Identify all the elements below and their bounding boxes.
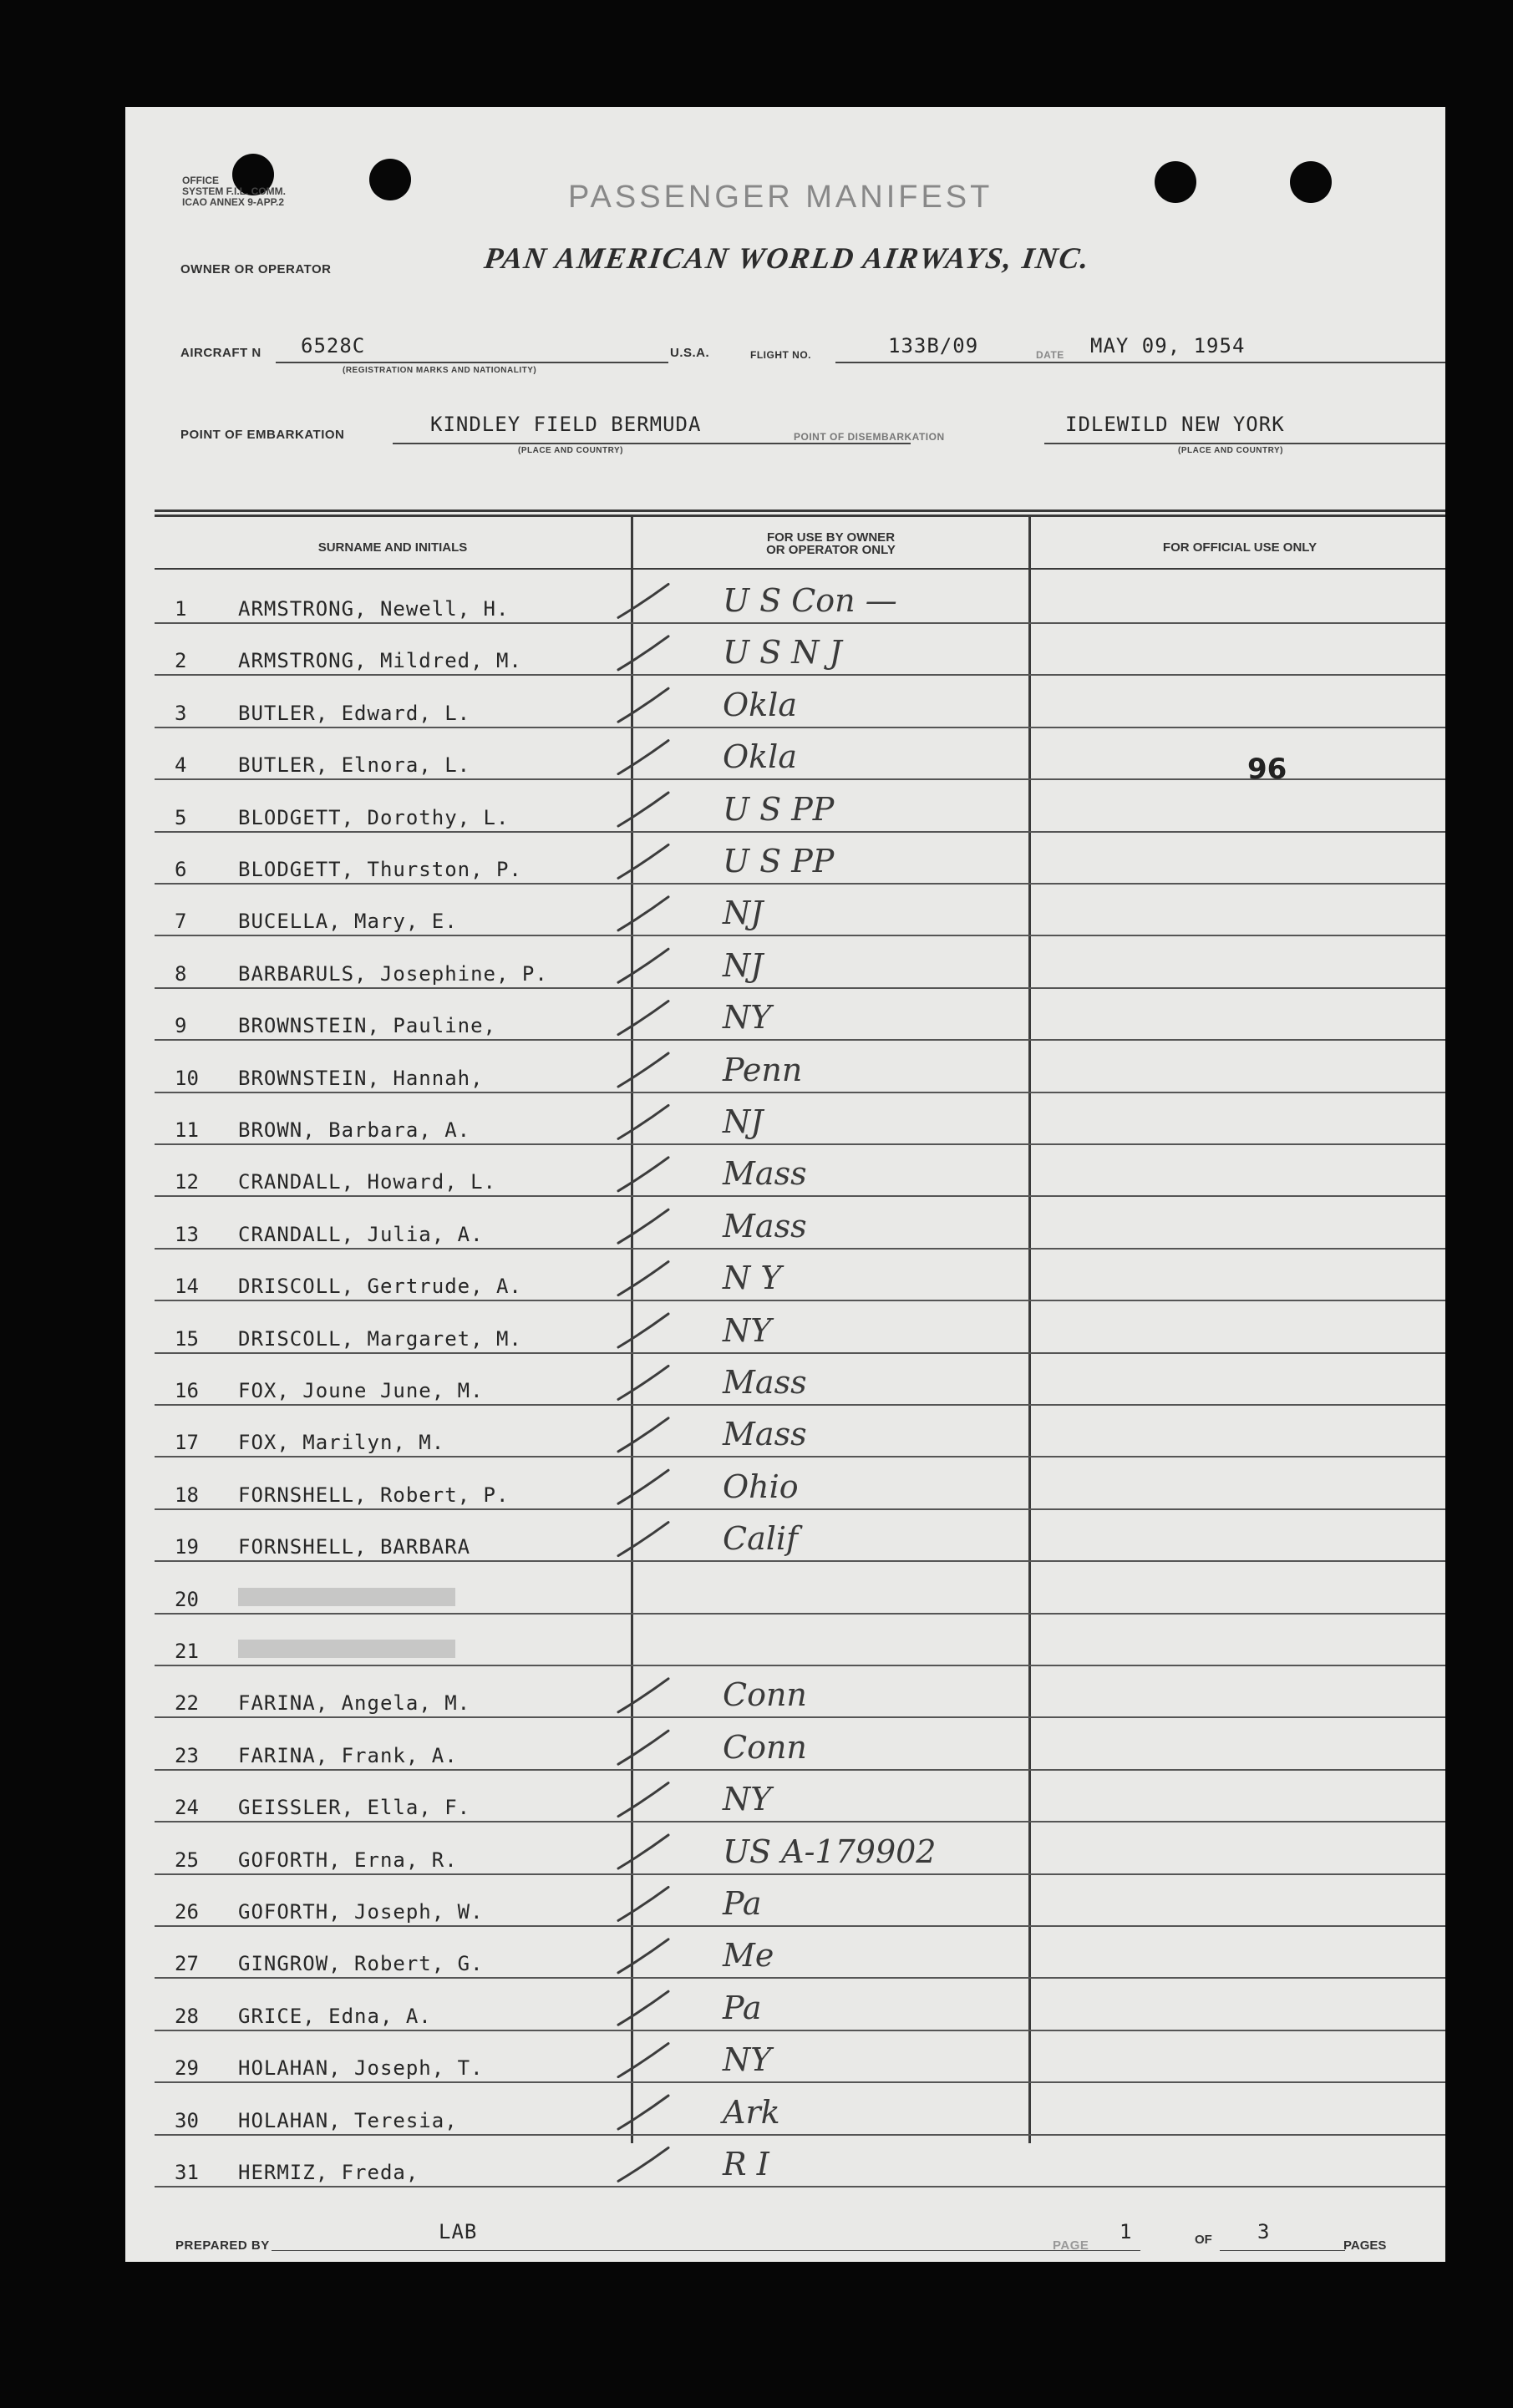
- disembark-value: IDLEWILD NEW YORK: [1065, 413, 1285, 436]
- check-mark: [618, 1314, 668, 1347]
- check-mark: [618, 1731, 668, 1764]
- check-mark: [618, 584, 668, 617]
- handwritten-note: Ohio: [723, 1468, 799, 1505]
- row-number: 2: [175, 649, 187, 673]
- pages-label: PAGES: [1343, 2238, 1387, 2253]
- handwritten-note: U S PP: [723, 843, 835, 880]
- passenger-name: DRISCOLL, Margaret, M.: [238, 1326, 522, 1351]
- check-mark: [618, 2147, 668, 2181]
- passenger-name: CRANDALL, Julia, A.: [238, 1222, 484, 1246]
- row-number: 27: [175, 1952, 199, 1976]
- row-number: 31: [175, 2161, 199, 2184]
- handwritten-note: R I: [723, 2146, 769, 2182]
- prepared-by-value: LAB: [439, 2220, 478, 2243]
- handwritten-note: Mass: [723, 1364, 807, 1401]
- passenger-name: DRISCOLL, Gertrude, A.: [238, 1275, 522, 1299]
- handwritten-note: Penn: [723, 1051, 803, 1088]
- flight-label: FLIGHT NO.: [750, 349, 811, 361]
- check-mark: [618, 1783, 668, 1817]
- check-mark: [618, 1262, 668, 1295]
- pages-underline: [1220, 2250, 1345, 2251]
- passenger-name: GOFORTH, Erna, R.: [238, 1848, 458, 1872]
- handwritten-note: N Y: [723, 1260, 782, 1297]
- row-number: 13: [175, 1222, 199, 1246]
- row-number: 12: [175, 1170, 199, 1194]
- check-mark: [618, 688, 668, 722]
- row-number: 5: [175, 805, 187, 829]
- handwritten-note: NJ: [723, 946, 764, 984]
- row-number: 4: [175, 753, 187, 778]
- passenger-name: GEISSLER, Ella, F.: [238, 1796, 471, 1820]
- date-label: DATE: [1036, 349, 1064, 361]
- passenger-name: FARINA, Frank, A.: [238, 1743, 458, 1767]
- handwritten-note: Okla: [723, 738, 797, 776]
- column-header-official: FOR OFFICIAL USE ONLY: [1162, 540, 1318, 555]
- check-mark: [618, 1470, 668, 1503]
- row-number: 6: [175, 858, 187, 881]
- passenger-name: GINGROW, Robert, G.: [238, 1952, 484, 1976]
- check-mark: [618, 1366, 668, 1399]
- handwritten-note: Me: [723, 1937, 774, 1975]
- handwritten-note: Mass: [723, 1207, 807, 1245]
- usa-label: U.S.A.: [670, 346, 710, 360]
- handwritten-note: US A-179902: [723, 1833, 937, 1870]
- row-number: 22: [175, 1691, 199, 1716]
- passenger-name: CRANDALL, Howard, L.: [238, 1170, 496, 1194]
- page-total: 3: [1257, 2220, 1271, 2243]
- passenger-name: BUTLER, Elnora, L.: [238, 753, 471, 778]
- aircraft-value: 6528C: [301, 334, 366, 357]
- passenger-name: BROWN, Barbara, A.: [238, 1118, 471, 1142]
- prepared-by-label: PREPARED BY: [175, 2238, 270, 2253]
- row-number: 26: [175, 1900, 199, 1924]
- check-mark: [618, 1939, 668, 1973]
- column-header-surname: SURNAME AND INITIALS: [317, 540, 468, 555]
- check-mark: [618, 1418, 668, 1452]
- handwritten-note: NY: [723, 1311, 772, 1349]
- handwritten-note: U S Con —: [723, 582, 897, 619]
- check-mark: [618, 793, 668, 826]
- passenger-name: BLODGETT, Dorothy, L.: [238, 805, 510, 829]
- check-mark: [618, 636, 668, 670]
- embark-value: KINDLEY FIELD BERMUDA: [430, 413, 702, 436]
- handwritten-note: Pa: [723, 1885, 762, 1922]
- passenger-name: BUTLER, Edward, L.: [238, 701, 471, 725]
- official-use-mark: 96: [1247, 753, 1287, 786]
- row-number: 7: [175, 910, 187, 934]
- form-reference: OFFICE SYSTEM F.I.L. COMM. ICAO ANNEX 9-APP.2: [182, 175, 287, 208]
- passenger-name: FORNSHELL, Robert, P.: [238, 1483, 510, 1507]
- handwritten-note: Ark: [723, 2093, 780, 2131]
- passenger-name: BARBARULS, Josephine, P.: [238, 961, 548, 986]
- passenger-name: ARMSTRONG, Newell, H.: [238, 597, 510, 621]
- handwritten-note: Pa: [723, 1989, 762, 2026]
- row-number: 19: [175, 1535, 199, 1559]
- handwritten-note: Okla: [723, 686, 797, 723]
- handwritten-note: U S PP: [723, 790, 835, 828]
- row-number: 3: [175, 701, 187, 725]
- row-number: 20: [175, 1587, 199, 1611]
- check-mark: [618, 2096, 668, 2129]
- page-label: PAGE: [1053, 2238, 1089, 2253]
- embark-sublabel: (PLACE AND COUNTRY): [518, 446, 623, 455]
- handwritten-note: Conn: [723, 1728, 807, 1766]
- check-mark: [618, 1887, 668, 1920]
- row-number: 1: [175, 597, 187, 621]
- company-name: PAN AMERICAN WORLD AIRWAYS, INC.: [482, 241, 1093, 275]
- row-number: 10: [175, 1066, 199, 1090]
- handwritten-note: NY: [723, 1781, 772, 1818]
- passenger-name: GRICE, Edna, A.: [238, 2004, 432, 2028]
- handwritten-note: U S N J: [723, 634, 842, 672]
- disembark-label: POINT OF DISEMBARKATION: [794, 431, 945, 443]
- column-header-owner: FOR USE BY OWNER OR OPERATOR ONLY: [766, 530, 896, 557]
- check-mark: [618, 1835, 668, 1868]
- flight-value: 133B/09: [888, 334, 979, 357]
- handwritten-note: NY: [723, 2041, 772, 2079]
- row-number: 9: [175, 1014, 187, 1038]
- passenger-name: FORNSHELL, BARBARA: [238, 1535, 471, 1559]
- handwritten-note: NY: [723, 999, 772, 1037]
- date-value: MAY 09, 1954: [1090, 334, 1246, 357]
- row-number: 8: [175, 961, 187, 986]
- passenger-name: GOFORTH, Joseph, W.: [238, 1900, 484, 1924]
- disembark-sublabel: (PLACE AND COUNTRY): [1178, 446, 1283, 455]
- check-mark: [618, 897, 668, 930]
- row-number: 30: [175, 2108, 199, 2132]
- check-mark: [618, 741, 668, 774]
- row-number: 28: [175, 2004, 199, 2028]
- form-title: PASSENGER MANIFEST: [568, 180, 993, 215]
- passenger-name: BLODGETT, Thurston, P.: [238, 858, 522, 881]
- check-mark: [618, 1158, 668, 1191]
- row-number: 24: [175, 1796, 199, 1820]
- row-number: 23: [175, 1743, 199, 1767]
- passenger-name: FARINA, Angela, M.: [238, 1691, 471, 1716]
- row-number: 18: [175, 1483, 199, 1507]
- handwritten-note: Mass: [723, 1155, 807, 1193]
- check-mark: [618, 844, 668, 878]
- passenger-name: FOX, Joune June, M.: [238, 1379, 484, 1402]
- manifest-sheet: [125, 107, 1445, 2262]
- passenger-name: HOLAHAN, Teresia,: [238, 2108, 458, 2132]
- check-mark: [618, 1209, 668, 1243]
- row-number: 11: [175, 1118, 199, 1142]
- row-number: 21: [175, 1640, 199, 1663]
- row-number: 29: [175, 2056, 199, 2081]
- passenger-name: BROWNSTEIN, Hannah,: [238, 1066, 484, 1090]
- check-mark: [618, 1679, 668, 1712]
- check-mark: [618, 1053, 668, 1087]
- passenger-name: BUCELLA, Mary, E.: [238, 910, 458, 934]
- check-marks: [125, 107, 1445, 2262]
- check-mark: [618, 1001, 668, 1035]
- passenger-name: FOX, Marilyn, M.: [238, 1431, 445, 1455]
- embark-label: POINT OF EMBARKATION: [180, 428, 345, 442]
- passenger-name: BROWNSTEIN, Pauline,: [238, 1014, 496, 1038]
- check-mark: [618, 1105, 668, 1138]
- check-mark: [618, 1991, 668, 2025]
- passenger-name: ARMSTRONG, Mildred, M.: [238, 649, 522, 673]
- row-number: 17: [175, 1431, 199, 1455]
- prepared-underline: [272, 2250, 1140, 2251]
- check-mark: [618, 949, 668, 982]
- row-number: 25: [175, 1848, 199, 1872]
- page-number: 1: [1120, 2220, 1133, 2243]
- row-number: 16: [175, 1379, 199, 1402]
- passenger-name: HERMIZ, Freda,: [238, 2161, 419, 2184]
- aircraft-label: AIRCRAFT N: [180, 346, 261, 360]
- row-number: 15: [175, 1326, 199, 1351]
- handwritten-note: NJ: [723, 1103, 764, 1140]
- check-mark: [618, 1523, 668, 1556]
- aircraft-sublabel: (REGISTRATION MARKS AND NATIONALITY): [343, 366, 537, 375]
- handwritten-note: NJ: [723, 895, 764, 932]
- owner-label: OWNER OR OPERATOR: [180, 262, 332, 276]
- check-mark: [618, 2044, 668, 2077]
- handwritten-note: Mass: [723, 1416, 807, 1453]
- row-number: 14: [175, 1275, 199, 1299]
- handwritten-note: Conn: [723, 1676, 807, 1714]
- passenger-name: HOLAHAN, Joseph, T.: [238, 2056, 484, 2081]
- of-label: OF: [1195, 2233, 1212, 2247]
- handwritten-note: Calif: [723, 1520, 799, 1558]
